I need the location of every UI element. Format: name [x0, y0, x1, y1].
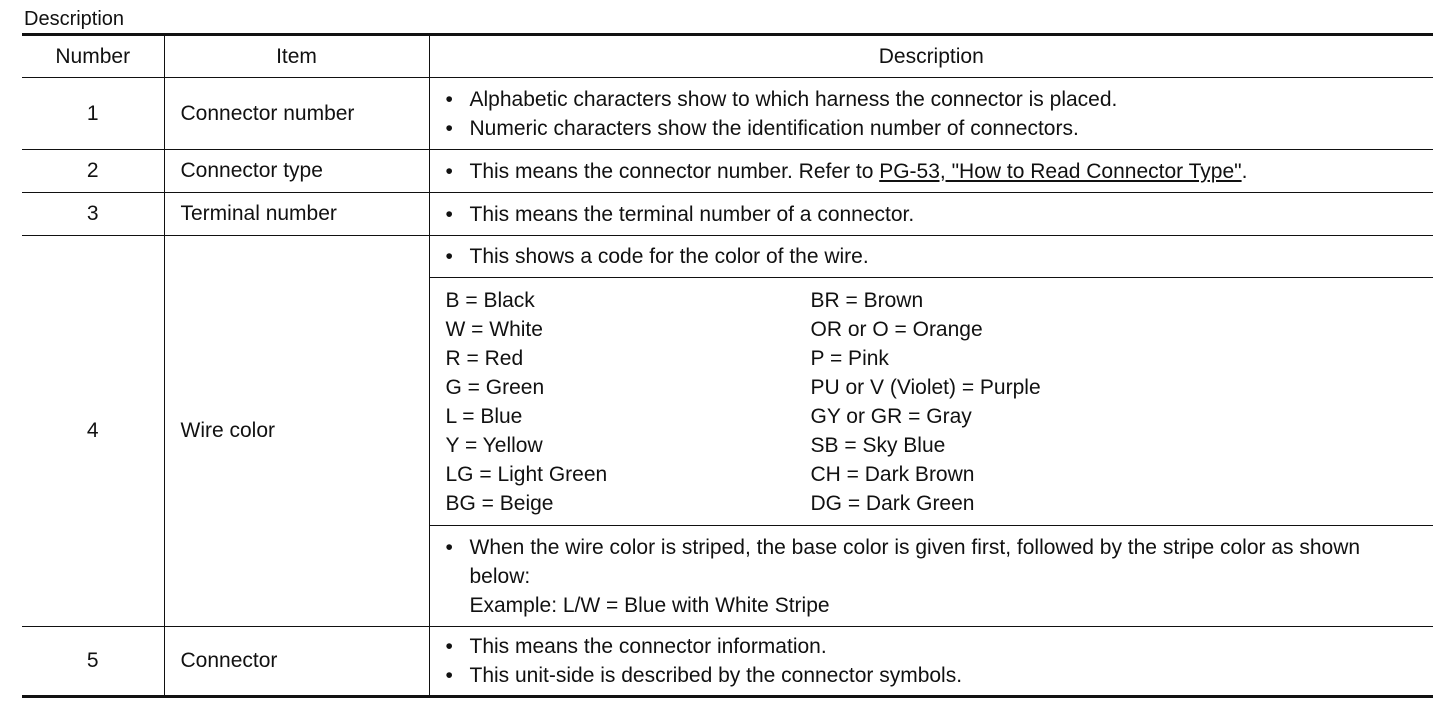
color-code: BG = Beige — [445, 491, 554, 515]
row-number: 1 — [22, 78, 164, 150]
color-code: SB = Sky Blue — [810, 433, 946, 457]
color-code: G = Green — [445, 375, 545, 399]
row-description — [429, 150, 1433, 193]
color-code: DG = Dark Green — [810, 491, 975, 515]
stripe-note-cell — [429, 526, 1433, 627]
color-code: W = White — [445, 317, 543, 341]
bullet-prefix: This means the connector number. Refer to — [469, 159, 880, 183]
row-number: 2 — [22, 150, 164, 193]
bullet-text — [446, 533, 1422, 620]
table-row — [22, 193, 1433, 236]
bullet-text: • Numeric characters show the identification number of connectors. — [446, 114, 1422, 143]
color-codes-cell — [429, 278, 1433, 526]
color-code: BR = Brown — [810, 288, 924, 312]
row-item: Connector type — [164, 150, 429, 193]
bullet-text: • Alphabetic characters show to which harness the connector is placed. — [446, 85, 1422, 114]
table-row — [22, 150, 1433, 193]
row-description — [429, 236, 1433, 278]
stripe-example: Example: L/W = Blue with White Stripe — [469, 593, 830, 617]
color-code: Y = Yellow — [445, 433, 543, 457]
color-codes-left — [446, 286, 811, 518]
row-number: 3 — [22, 193, 164, 236]
color-code: PU or V (Violet) = Purple — [810, 375, 1041, 399]
header-item: Item — [164, 35, 429, 78]
color-codes-right — [811, 286, 1422, 518]
row-item: Connector number — [164, 78, 429, 150]
table-row — [22, 627, 1433, 697]
row-item: Wire color — [164, 236, 429, 627]
bullet-text: • This shows a code for the color of the wire. — [446, 242, 1422, 271]
row-number: 5 — [22, 627, 164, 697]
color-code: GY or GR = Gray — [810, 404, 972, 428]
color-code: LG = Light Green — [445, 462, 608, 486]
color-code: B = Black — [445, 288, 535, 312]
stripe-note: When the wire color is striped, the base color is given first, followed by the stripe color as shown below: — [469, 535, 1361, 588]
row-number: 4 — [22, 236, 164, 627]
row-item: Terminal number — [164, 193, 429, 236]
color-code: L = Blue — [445, 404, 523, 428]
header-description: Description — [429, 35, 1433, 78]
bullet-text: • This means the connector information. — [446, 632, 1422, 661]
header-row — [22, 35, 1433, 78]
bullet-text — [446, 157, 1422, 186]
table-row — [22, 78, 1433, 150]
bullet-text: • This unit-side is described by the connector symbols. — [446, 661, 1422, 690]
row-description — [429, 78, 1433, 150]
row-item: Connector — [164, 627, 429, 697]
bullet-text: • This means the terminal number of a connector. — [446, 200, 1422, 229]
cross-reference-link[interactable]: PG-53, "How to Read Connector Type" — [879, 159, 1242, 183]
color-code: CH = Dark Brown — [810, 462, 975, 486]
row-description — [429, 627, 1433, 697]
table-caption: Description — [24, 8, 125, 30]
color-code: P = Pink — [810, 346, 889, 370]
description-table — [22, 33, 1433, 698]
color-code: R = Red — [445, 346, 524, 370]
header-number: Number — [22, 35, 164, 78]
color-code: OR or O = Orange — [810, 317, 983, 341]
bullet-suffix: . — [1241, 159, 1248, 183]
row-description — [429, 193, 1433, 236]
table-row — [22, 236, 1433, 278]
